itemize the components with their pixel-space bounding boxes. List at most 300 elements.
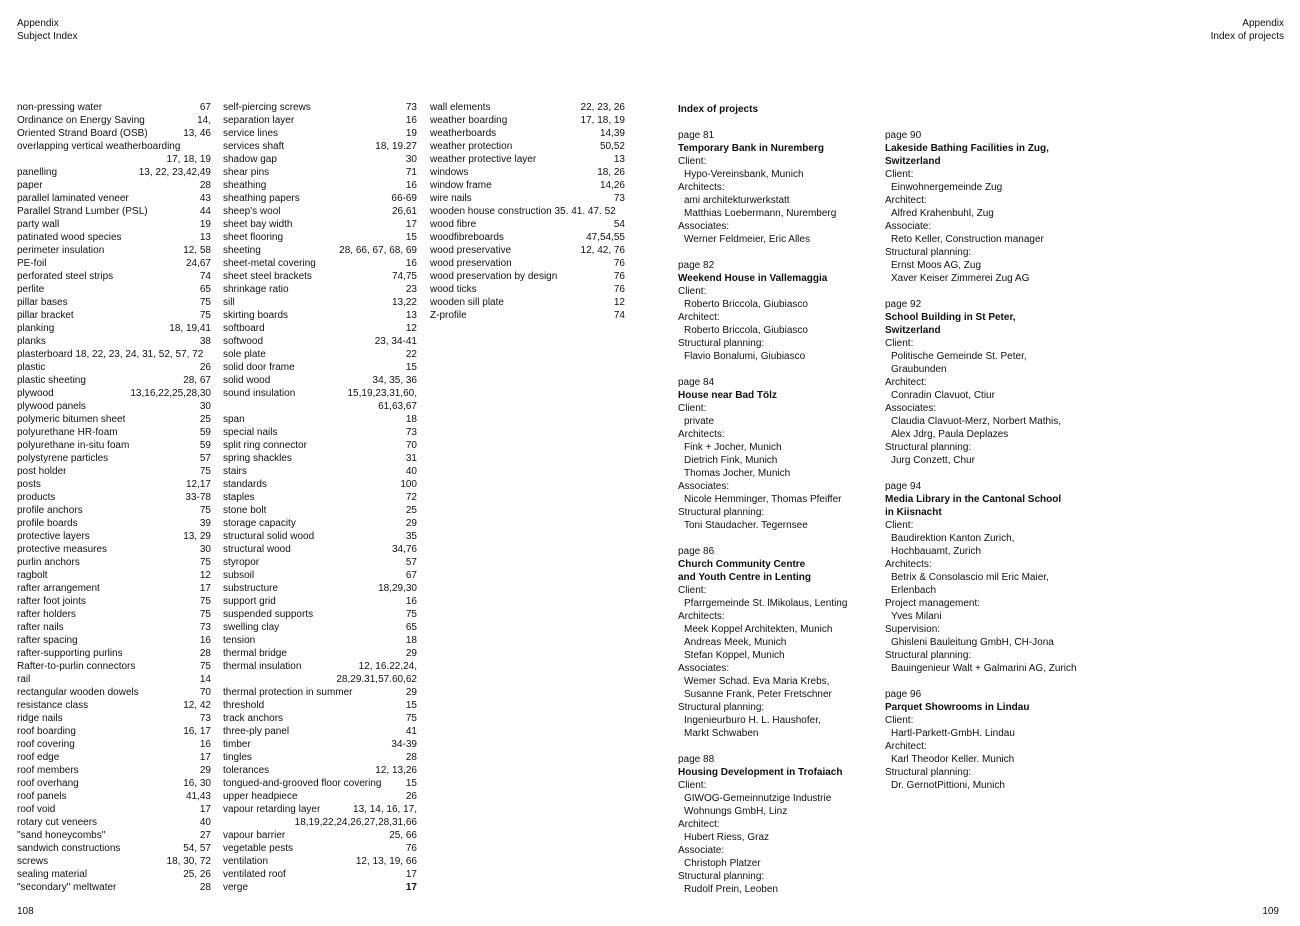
index-entry bbox=[223, 387, 417, 400]
index-term: post holder bbox=[17, 466, 67, 477]
index-pages: 41,43 bbox=[185, 791, 211, 802]
index-entry bbox=[223, 322, 417, 335]
index-term: plywood bbox=[17, 388, 54, 399]
index-term: woodfibreboards bbox=[430, 232, 504, 243]
index-term: wooden sill plate bbox=[430, 297, 504, 308]
index-entry bbox=[223, 218, 417, 231]
header-line-1: Appendix bbox=[17, 18, 59, 29]
index-entry bbox=[223, 686, 417, 699]
index-entry bbox=[17, 790, 211, 803]
project-role-label: Structural planning: bbox=[885, 442, 972, 453]
project-name: Housing Development in Trofaiach bbox=[678, 767, 843, 778]
index-entry bbox=[223, 101, 417, 114]
index-entry bbox=[17, 192, 211, 205]
index-pages: 38 bbox=[199, 336, 211, 347]
index-pages: 75 bbox=[405, 609, 417, 620]
header-line-1: Appendix bbox=[1242, 18, 1284, 29]
project-credit: Susanne Frank, Peter Fretschner bbox=[684, 689, 832, 700]
index-entry bbox=[223, 166, 417, 179]
index-term: spring shackles bbox=[223, 453, 292, 464]
index-term: thermal insulation bbox=[223, 661, 302, 672]
index-term: structural solid wood bbox=[223, 531, 315, 542]
index-pages bbox=[207, 140, 211, 153]
index-entry bbox=[223, 413, 417, 426]
project-entry bbox=[678, 753, 878, 896]
index-term: resistance class bbox=[17, 700, 89, 711]
project-role-label: Architect: bbox=[678, 819, 720, 830]
index-entry bbox=[223, 855, 417, 868]
index-entry bbox=[17, 374, 211, 387]
projects-column-2 bbox=[885, 103, 1100, 805]
index-entry bbox=[223, 634, 417, 647]
index-entry bbox=[17, 764, 211, 777]
index-pages: 73 bbox=[405, 102, 417, 113]
project-role-label: Project management: bbox=[885, 598, 981, 609]
project-credit: Jurg Conzett, Chur bbox=[891, 455, 975, 466]
index-entry bbox=[430, 127, 625, 140]
index-term: roof overhang bbox=[17, 778, 79, 789]
index-term: weather protection bbox=[430, 141, 513, 152]
index-pages: 67 bbox=[199, 102, 211, 113]
index-pages: 76 bbox=[405, 843, 417, 854]
index-entry bbox=[430, 114, 625, 127]
index-pages: 30 bbox=[199, 544, 211, 555]
index-term: patinated wood species bbox=[17, 232, 122, 243]
index-term: tension bbox=[223, 635, 256, 646]
index-pages: 75 bbox=[199, 661, 211, 672]
index-pages: 41 bbox=[405, 726, 417, 737]
index-term: sheathing papers bbox=[223, 193, 300, 204]
index-entry bbox=[223, 348, 417, 361]
index-term: three-ply panel bbox=[223, 726, 290, 737]
index-term: roof edge bbox=[17, 752, 60, 763]
index-entry bbox=[17, 504, 211, 517]
project-role-label: Architect: bbox=[885, 195, 927, 206]
index-term: shear pins bbox=[223, 167, 270, 178]
index-entry bbox=[17, 296, 211, 309]
index-term: rafter-supporting purlins bbox=[17, 648, 123, 659]
subject-index-column-3 bbox=[430, 101, 625, 322]
project-credit: Hypo-Vereinsbank, Munich bbox=[684, 169, 804, 180]
index-entry bbox=[430, 205, 625, 218]
index-entry bbox=[17, 335, 211, 348]
index-term: roof void bbox=[17, 804, 56, 815]
index-entry bbox=[223, 556, 417, 569]
index-term: screws bbox=[17, 856, 49, 867]
project-credit: Alex Jdrg, Paula Deplazes bbox=[891, 429, 1009, 440]
index-pages: 14,39 bbox=[599, 128, 625, 139]
index-pages: 40 bbox=[199, 817, 211, 828]
index-term: wire nails bbox=[430, 193, 472, 204]
index-pages: 17 bbox=[199, 583, 211, 594]
index-pages: 76 bbox=[613, 271, 625, 282]
index-term: softwood bbox=[223, 336, 264, 347]
index-entry bbox=[223, 465, 417, 478]
index-entry bbox=[17, 673, 211, 686]
index-entry bbox=[17, 400, 211, 413]
project-name: in Kiisnacht bbox=[885, 507, 942, 518]
index-entry bbox=[17, 387, 211, 400]
index-term: sheet-metal covering bbox=[223, 258, 316, 269]
index-term: span bbox=[223, 414, 245, 425]
index-pages: 14 bbox=[199, 674, 211, 685]
index-term: plastic sheeting bbox=[17, 375, 86, 386]
index-entry bbox=[17, 270, 211, 283]
index-pages: 13, 14, 16, 17, bbox=[353, 804, 417, 815]
index-term: styropor bbox=[223, 557, 260, 568]
index-pages: 17 bbox=[199, 804, 211, 815]
project-entry bbox=[885, 688, 1100, 792]
project-entry bbox=[678, 545, 878, 740]
index-term: substructure bbox=[223, 583, 279, 594]
project-role-label: Supervision: bbox=[885, 624, 941, 635]
index-entry bbox=[223, 270, 417, 283]
project-role-label: Associate: bbox=[678, 845, 725, 856]
index-term: rail bbox=[17, 674, 31, 685]
index-term: staples bbox=[223, 492, 255, 503]
project-credit: Hartl-Parkett-GmbH. Lindau bbox=[891, 728, 1015, 739]
index-pages: 73 bbox=[405, 427, 417, 438]
index-entry bbox=[223, 530, 417, 543]
index-pages: 15 bbox=[405, 362, 417, 373]
index-term: vapour retarding layer bbox=[223, 804, 321, 815]
index-term: Rafter-to-purlin connectors bbox=[17, 661, 136, 672]
index-pages: 34, 35, 36 bbox=[372, 375, 417, 386]
index-term: perlite bbox=[17, 284, 45, 295]
index-pages: 66-69 bbox=[391, 193, 417, 204]
index-term: wood preservation by design bbox=[430, 271, 558, 282]
index-pages: 16 bbox=[405, 596, 417, 607]
index-term: rafter holders bbox=[17, 609, 76, 620]
index-entry bbox=[17, 777, 211, 790]
index-term: profile boards bbox=[17, 518, 78, 529]
index-entry bbox=[17, 686, 211, 699]
index-term: protective layers bbox=[17, 531, 90, 542]
project-credit: Fink + Jocher, Munich bbox=[684, 442, 782, 453]
project-credit: Christoph Platzer bbox=[684, 858, 761, 869]
index-entry bbox=[17, 621, 211, 634]
index-entry bbox=[430, 244, 625, 257]
right-page bbox=[650, 0, 1300, 926]
index-term: plywood panels bbox=[17, 401, 86, 412]
index-pages: 70 bbox=[199, 687, 211, 698]
project-page-ref: page 86 bbox=[678, 546, 715, 557]
index-term: "secondary" meltwater bbox=[17, 882, 117, 893]
project-name: and Youth Centre in Lenting bbox=[678, 572, 811, 583]
project-credit: Hubert Riess, Graz bbox=[684, 832, 770, 843]
project-page-ref: page 84 bbox=[678, 377, 715, 388]
index-pages: 19 bbox=[199, 219, 211, 230]
index-term: rectangular wooden dowels bbox=[17, 687, 139, 698]
index-entry bbox=[17, 699, 211, 712]
index-entry bbox=[17, 348, 211, 361]
index-entry bbox=[223, 140, 417, 153]
index-entry bbox=[223, 309, 417, 322]
subject-index-column-2 bbox=[223, 101, 417, 894]
index-term: suspended supports bbox=[223, 609, 314, 620]
index-term: standards bbox=[223, 479, 267, 490]
index-term: structural wood bbox=[223, 544, 291, 555]
index-entry bbox=[223, 712, 417, 725]
index-entry bbox=[223, 491, 417, 504]
index-entry bbox=[430, 309, 625, 322]
index-entry bbox=[17, 244, 211, 257]
index-term: special nails bbox=[223, 427, 278, 438]
index-entry bbox=[430, 257, 625, 270]
index-pages: 24,67 bbox=[185, 258, 211, 269]
index-pages: 71 bbox=[405, 167, 417, 178]
index-entry bbox=[17, 881, 211, 894]
index-term: tolerances bbox=[223, 765, 270, 776]
project-role-label: Structural planning: bbox=[885, 650, 972, 661]
index-pages: 17 bbox=[405, 882, 417, 893]
index-entry bbox=[223, 439, 417, 452]
index-term: sound insulation bbox=[223, 388, 296, 399]
index-pages: 18, 30, 72 bbox=[166, 856, 211, 867]
index-entry-continuation: 18,19,22,24,26,27,28,31,66 bbox=[294, 817, 417, 828]
index-entry bbox=[223, 699, 417, 712]
index-entry bbox=[430, 166, 625, 179]
index-pages: 12, 16.22,24, bbox=[358, 661, 417, 672]
index-entry bbox=[17, 478, 211, 491]
index-entry bbox=[223, 543, 417, 556]
index-term: stairs bbox=[223, 466, 247, 477]
index-term: planking bbox=[17, 323, 55, 334]
project-credit: Ernst Moos AG, Zug bbox=[891, 260, 982, 271]
index-pages: 15,19,23,31,60, bbox=[347, 388, 417, 399]
index-entry bbox=[17, 751, 211, 764]
index-pages: 57 bbox=[405, 557, 417, 568]
index-pages: 14, bbox=[197, 115, 211, 126]
projects-column-1 bbox=[678, 103, 878, 909]
project-role-label: Client: bbox=[885, 169, 914, 180]
project-credit: Wemer Schad. Eva Maria Krebs, bbox=[684, 676, 830, 687]
project-credit: Reto Keller, Construction manager bbox=[891, 234, 1044, 245]
project-name: Temporary Bank in Nuremberg bbox=[678, 143, 824, 154]
index-entry bbox=[430, 270, 625, 283]
index-entry bbox=[430, 179, 625, 192]
index-entry bbox=[223, 244, 417, 257]
index-entry bbox=[17, 634, 211, 647]
index-pages: 34-39 bbox=[391, 739, 417, 750]
index-pages: 73 bbox=[613, 193, 625, 204]
index-term: rafter nails bbox=[17, 622, 64, 633]
page-number: 109 bbox=[1262, 906, 1279, 917]
project-credit: Roberto Briccola, Giubiasco bbox=[684, 299, 808, 310]
project-credit: private bbox=[684, 416, 715, 427]
project-credit: Hochbauamt, Zurich bbox=[891, 546, 982, 557]
index-entry bbox=[17, 361, 211, 374]
subject-index-column-1 bbox=[17, 101, 211, 894]
index-entry bbox=[223, 478, 417, 491]
project-page-ref: page 81 bbox=[678, 130, 715, 141]
project-page-ref: page 90 bbox=[885, 130, 922, 141]
project-entry bbox=[885, 298, 1100, 467]
index-pages: 30 bbox=[199, 401, 211, 412]
index-pages: 15 bbox=[405, 232, 417, 243]
index-pages: 19 bbox=[405, 128, 417, 139]
project-credit: GIWOG-Gemeinnutzige Industrie bbox=[684, 793, 832, 804]
index-entry bbox=[17, 543, 211, 556]
index-pages: 40 bbox=[405, 466, 417, 477]
index-entry bbox=[17, 257, 211, 270]
index-pages: 17, 18, 19 bbox=[580, 115, 625, 126]
index-term: paper bbox=[17, 180, 43, 191]
project-credit: Graubunden bbox=[891, 364, 947, 375]
project-name: Switzerland bbox=[885, 325, 941, 336]
index-term: roof covering bbox=[17, 739, 75, 750]
project-entry bbox=[678, 129, 878, 246]
index-entry bbox=[17, 803, 211, 816]
index-entry bbox=[17, 114, 211, 127]
index-pages: 33-78 bbox=[185, 492, 211, 503]
index-term: weatherboards bbox=[430, 128, 497, 139]
project-credit: Erlenbach bbox=[891, 585, 937, 596]
index-entry bbox=[17, 465, 211, 478]
index-pages: 29 bbox=[405, 687, 417, 698]
index-pages: 13,22 bbox=[391, 297, 417, 308]
index-entry bbox=[223, 621, 417, 634]
index-term: wood preservation bbox=[430, 258, 512, 269]
project-name: School Building in St Peter, bbox=[885, 312, 1016, 323]
index-pages: 28, 67 bbox=[183, 375, 211, 386]
index-term: weather boarding bbox=[430, 115, 508, 126]
index-term: rafter spacing bbox=[17, 635, 78, 646]
index-term: perforated steel strips bbox=[17, 271, 114, 282]
index-pages: 65 bbox=[199, 284, 211, 295]
project-role-label: Client: bbox=[678, 156, 707, 167]
index-entry bbox=[223, 504, 417, 517]
project-page-ref: page 94 bbox=[885, 481, 922, 492]
index-pages: 16, 17 bbox=[183, 726, 211, 737]
index-pages: 12, 42, 76 bbox=[580, 245, 625, 256]
index-term: wood ticks bbox=[430, 284, 477, 295]
project-credit: ami architekturwerkstatt bbox=[684, 195, 790, 206]
index-term: plastic bbox=[17, 362, 46, 373]
index-entry bbox=[223, 595, 417, 608]
project-role-label: Structural planning: bbox=[885, 767, 972, 778]
index-entry bbox=[223, 803, 417, 816]
index-term: weather protective layer bbox=[430, 154, 537, 165]
index-pages: 73 bbox=[199, 622, 211, 633]
index-pages: 67 bbox=[405, 570, 417, 581]
index-entry-continuation: 17, 18, 19 bbox=[166, 154, 211, 165]
project-page-ref: page 92 bbox=[885, 299, 922, 310]
index-term: perimeter insulation bbox=[17, 245, 105, 256]
project-name: Weekend House in Vallemaggia bbox=[678, 273, 828, 284]
project-role-label: Associates: bbox=[678, 481, 730, 492]
index-pages: 12 bbox=[613, 297, 625, 308]
index-term: planks bbox=[17, 336, 46, 347]
index-pages: 29 bbox=[405, 648, 417, 659]
project-credit: Dietrich Fink, Munich bbox=[684, 455, 778, 466]
index-pages: 12, 42 bbox=[183, 700, 211, 711]
index-term: stone bolt bbox=[223, 505, 267, 516]
index-pages: 16 bbox=[199, 635, 211, 646]
index-term: sheathing bbox=[223, 180, 267, 191]
index-pages: 18, 19,41 bbox=[169, 323, 211, 334]
index-pages: 17 bbox=[405, 869, 417, 880]
project-credit: Meek Koppel Architekten, Munich bbox=[684, 624, 833, 635]
project-credit: Stefan Koppel, Munich bbox=[684, 650, 785, 661]
index-term: protective measures bbox=[17, 544, 108, 555]
index-pages bbox=[207, 348, 211, 361]
index-term: storage capacity bbox=[223, 518, 296, 529]
project-credit: Karl Theodor Keller. Munich bbox=[891, 754, 1015, 765]
index-entry bbox=[223, 647, 417, 660]
index-term: separation layer bbox=[223, 115, 295, 126]
project-role-label: Architect: bbox=[885, 741, 927, 752]
index-entry bbox=[17, 725, 211, 738]
index-entry bbox=[17, 530, 211, 543]
project-credit: Betrix & Consolascio mil Eric Maier, bbox=[891, 572, 1049, 583]
index-term: roof boarding bbox=[17, 726, 76, 737]
index-pages: 75 bbox=[405, 713, 417, 724]
index-entry bbox=[17, 868, 211, 881]
project-page-ref: page 96 bbox=[885, 689, 922, 700]
index-entry bbox=[223, 829, 417, 842]
index-pages: 75 bbox=[199, 310, 211, 321]
index-pages: 16 bbox=[199, 739, 211, 750]
project-credit: Thomas Jocher, Munich bbox=[684, 468, 791, 479]
index-term: vegetable pests bbox=[223, 843, 294, 854]
project-credit: Ghisleni Bauleitung GmbH, CH-Jona bbox=[891, 637, 1054, 648]
index-entry bbox=[430, 140, 625, 153]
index-entry bbox=[17, 101, 211, 114]
index-term: parallel laminated veneer bbox=[17, 193, 129, 204]
index-entry bbox=[223, 777, 417, 790]
project-role-label: Client: bbox=[678, 585, 707, 596]
project-role-label: Structural planning: bbox=[885, 247, 972, 258]
index-term: party wall bbox=[17, 219, 60, 230]
index-pages: 16 bbox=[405, 115, 417, 126]
index-term: support grid bbox=[223, 596, 276, 607]
index-entry-continuation: 28,29.31,57.60,62 bbox=[336, 674, 417, 685]
index-term: ventilated roof bbox=[223, 869, 286, 880]
project-role-label: Architects: bbox=[678, 611, 725, 622]
index-entry bbox=[17, 556, 211, 569]
project-credit: Xaver Keiser Zimmerei Zug AG bbox=[891, 273, 1030, 284]
index-term: vapour barrier bbox=[223, 830, 286, 841]
index-entry bbox=[17, 816, 211, 829]
index-entry bbox=[17, 608, 211, 621]
index-pages: 16 bbox=[405, 258, 417, 269]
index-entry bbox=[223, 608, 417, 621]
project-credit: Claudia Clavuot-Merz, Norbert Mathis, bbox=[891, 416, 1062, 427]
index-entry bbox=[223, 569, 417, 582]
index-entry bbox=[17, 413, 211, 426]
index-entry bbox=[223, 127, 417, 140]
index-term: threshold bbox=[223, 700, 265, 711]
project-credit: Werner Feldmeier, Eric Alles bbox=[684, 234, 810, 245]
index-entry bbox=[430, 101, 625, 114]
index-entry bbox=[17, 647, 211, 660]
index-pages: 28 bbox=[199, 180, 211, 191]
project-entry bbox=[678, 259, 878, 363]
index-pages: 76 bbox=[613, 284, 625, 295]
index-term: wooden house construction 35. 41. 47. 52 bbox=[430, 206, 616, 217]
index-pages: 22 bbox=[405, 349, 417, 360]
index-entry bbox=[17, 829, 211, 842]
project-credit: Politische Gemeinde St. Peter, bbox=[891, 351, 1027, 362]
index-entry bbox=[17, 426, 211, 439]
index-entry bbox=[17, 660, 211, 673]
page-number: 108 bbox=[17, 906, 34, 917]
index-entry bbox=[430, 296, 625, 309]
index-entry bbox=[430, 283, 625, 296]
index-pages: 30 bbox=[405, 154, 417, 165]
project-role-label: Associates: bbox=[678, 663, 730, 674]
